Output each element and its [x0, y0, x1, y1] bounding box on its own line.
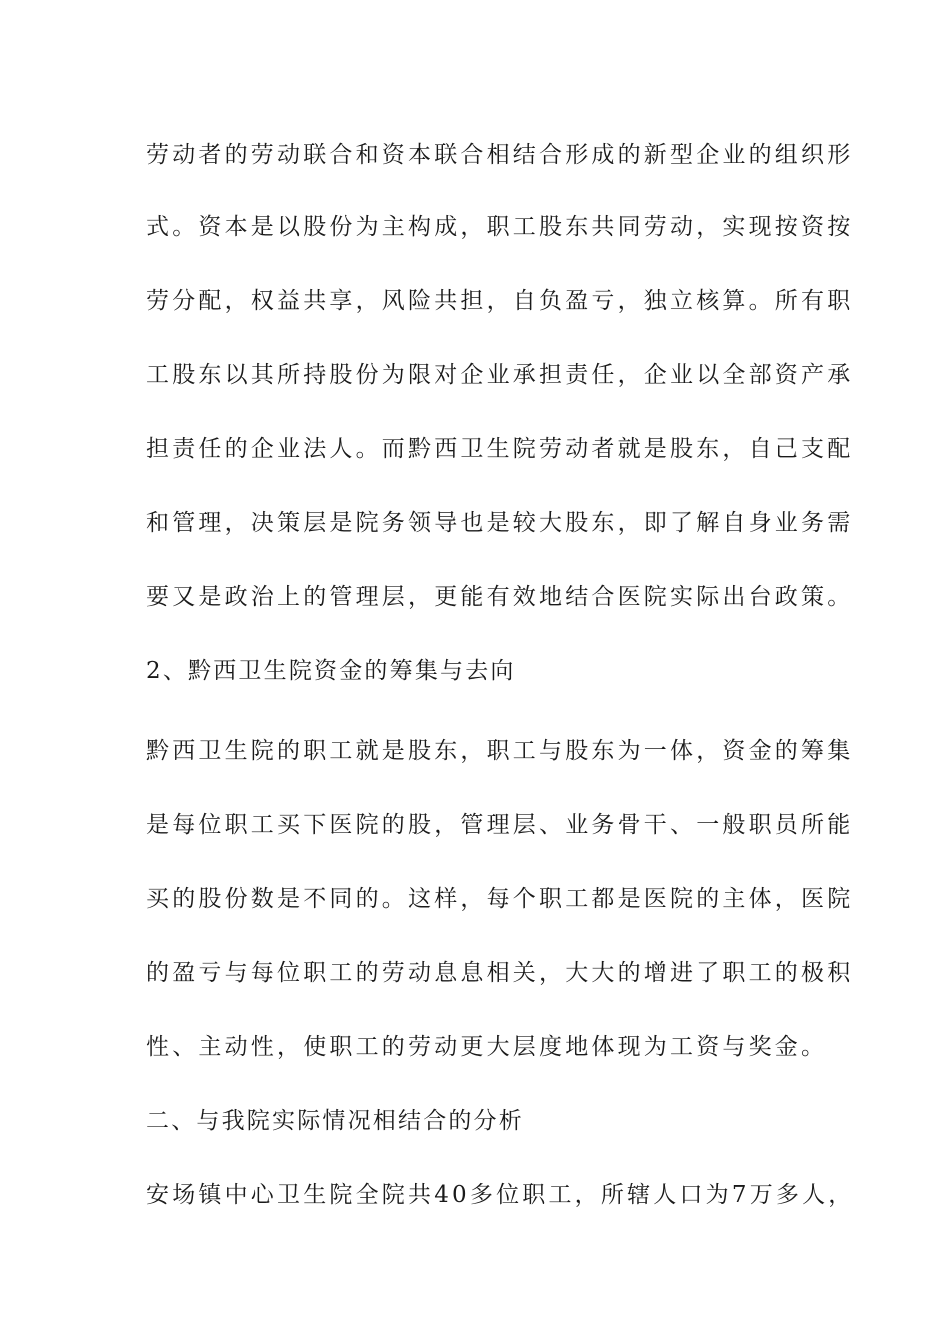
paragraph-line: 黔西卫生院的职工就是股东，职工与股东为一体，资金的筹集	[146, 738, 854, 764]
paragraph-line: 劳分配，权益共享，风险共担，自负盈亏，独立核算。所有职	[146, 288, 854, 314]
paragraph-line: 是每位职工买下医院的股，管理层、业务骨干、一般职员所能	[146, 812, 854, 838]
paragraph-line: 的盈亏与每位职工的劳动息息相关，大大的增进了职工的极积	[146, 960, 854, 986]
paragraph-line: 和管理，决策层是院务领导也是较大股东，即了解自身业务需	[146, 510, 854, 536]
paragraph-line: 性、主动性，使职工的劳动更大层度地体现为工资与奖金。	[146, 1034, 828, 1060]
paragraph-line: 工股东以其所持股份为限对企业承担责任，企业以全部资产承	[146, 362, 854, 388]
paragraph-line: 安场镇中心卫生院全院共40多位职工，所辖人口为7万多人，	[146, 1182, 855, 1208]
paragraph-line: 式。资本是以股份为主构成，职工股东共同劳动，实现按资按	[146, 214, 854, 240]
paragraph-line: 担责任的企业法人。而黔西卫生院劳动者就是股东，自己支配	[146, 436, 854, 462]
section-heading: 二、与我院实际情况相结合的分析	[146, 1108, 524, 1134]
paragraph-line: 买的股份数是不同的。这样，每个职工都是医院的主体，医院	[146, 886, 854, 912]
paragraph-line: 要又是政治上的管理层，更能有效地结合医院实际出台政策。	[146, 584, 854, 610]
paragraph-line: 劳动者的劳动联合和资本联合相结合形成的新型企业的组织形	[146, 142, 854, 168]
section-heading: 2、黔西卫生院资金的筹集与去向	[146, 658, 516, 684]
